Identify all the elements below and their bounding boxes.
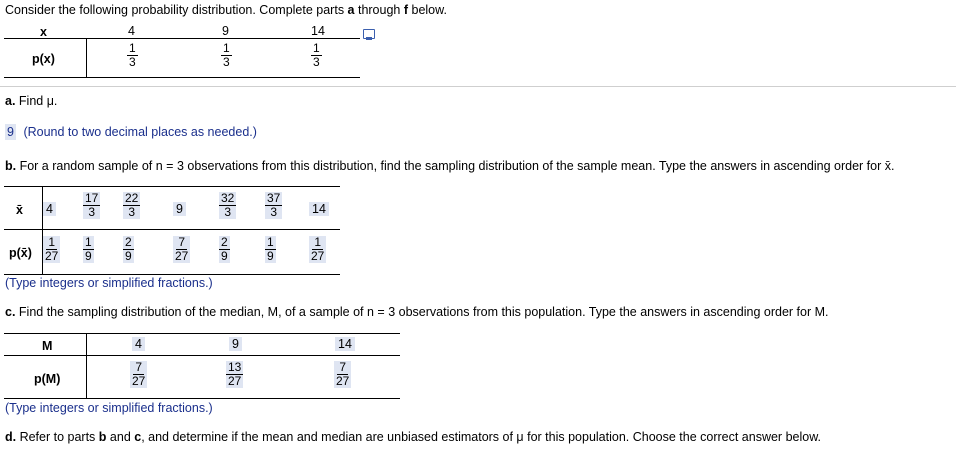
part-d-question: d. Refer to parts b and c, and determine if the mean and median are unbiased estimators of μ for this population. Choose the correct answer below. [5, 430, 822, 444]
x-value: 9 [222, 24, 229, 38]
m-value[interactable]: 14 [335, 337, 355, 351]
xbar-header: x̄ [16, 203, 23, 217]
m-value[interactable]: 4 [132, 337, 145, 351]
pxbar-fraction[interactable] [219, 236, 230, 263]
xbar-fraction[interactable] [123, 192, 140, 219]
x-header: x [40, 25, 47, 39]
pxbar-fraction[interactable] [43, 236, 60, 263]
pxbar-fraction[interactable] [173, 236, 190, 263]
given-distribution-table [4, 24, 360, 78]
pm-fraction[interactable]: $\frac{7}{27}$ [336, 360, 350, 388]
pm-header: p(M) [34, 372, 61, 386]
xbar-fraction[interactable] [265, 192, 282, 219]
m-value[interactable]: 9 [229, 337, 242, 351]
numerator: 32 [221, 191, 235, 205]
xbar-value[interactable]: 14 [309, 202, 329, 216]
part-b-note: (Type integers or simplified fractions.) [5, 276, 213, 290]
px-fraction: $\frac{1}{3}$ [129, 41, 136, 69]
pxbar-header: p(x̄) [9, 246, 32, 260]
median-distribution-table [4, 333, 400, 399]
part-a-answer-row [5, 125, 257, 139]
px-fraction: $\frac{1}{3}$ [313, 41, 320, 69]
numerator: 7 [178, 235, 186, 249]
denominator: 9 [125, 249, 132, 263]
numerator: 1 [314, 235, 322, 249]
pm-fraction[interactable]: $\frac{7}{27}$ [132, 360, 146, 388]
pxbar-fraction[interactable] [83, 236, 94, 263]
denominator: 3 [224, 205, 232, 219]
xbar-fraction[interactable] [83, 192, 100, 219]
denominator: 27 [311, 249, 325, 263]
part-a-answer[interactable]: 9 [7, 125, 14, 139]
denominator: 3 [270, 205, 278, 219]
part-c-note: (Type integers or simplified fractions.) [5, 401, 213, 415]
part-a-question: a. Find μ. [5, 94, 58, 108]
divider [0, 86, 956, 87]
part-a-note: (Round to two decimal places as needed.) [23, 125, 257, 139]
numerator: 22 [125, 191, 139, 205]
xbar-value[interactable]: 4 [43, 202, 56, 216]
denominator: 3 [88, 205, 96, 219]
numerator: 1 [85, 235, 92, 249]
numerator: 1 [48, 235, 56, 249]
part-c-question: c. Find the sampling distribution of the median, M, of a sample of n = 3 observations from this population. Type the answers in ascending order for M. [5, 305, 829, 319]
numerator: 17 [85, 191, 99, 205]
m-header: M [42, 339, 53, 353]
pxbar-fraction[interactable] [309, 236, 326, 263]
denominator: 27 [175, 249, 189, 263]
numerator: 37 [267, 191, 281, 205]
numerator: 2 [125, 235, 132, 249]
denominator: 9 [85, 249, 92, 263]
pxbar-fraction[interactable] [123, 236, 134, 263]
intro-text: Consider the following probability distribution. Complete parts a through f below. [5, 3, 447, 17]
xbar-value[interactable]: 9 [173, 202, 186, 216]
pxbar-fraction[interactable] [265, 236, 276, 263]
denominator: 9 [221, 249, 228, 263]
px-header: p(x) [32, 52, 55, 66]
denominator: 9 [267, 249, 274, 263]
x-value: 4 [128, 24, 135, 38]
denominator: 27 [45, 249, 59, 263]
x-value: 14 [311, 24, 325, 38]
xbar-fraction[interactable] [219, 192, 236, 219]
part-b-question: b. For a random sample of n = 3 observations from this distribution, find the sampling distribution of the sample mean. Type the answers in ascending order for x̄. [5, 159, 895, 173]
pm-fraction[interactable]: $\frac{13}{27}$ [228, 360, 242, 388]
px-fraction: $\frac{1}{3}$ [223, 41, 230, 69]
copy-table-icon[interactable] [363, 29, 375, 39]
denominator: 3 [128, 205, 136, 219]
numerator: 2 [221, 235, 228, 249]
numerator: 1 [267, 235, 274, 249]
